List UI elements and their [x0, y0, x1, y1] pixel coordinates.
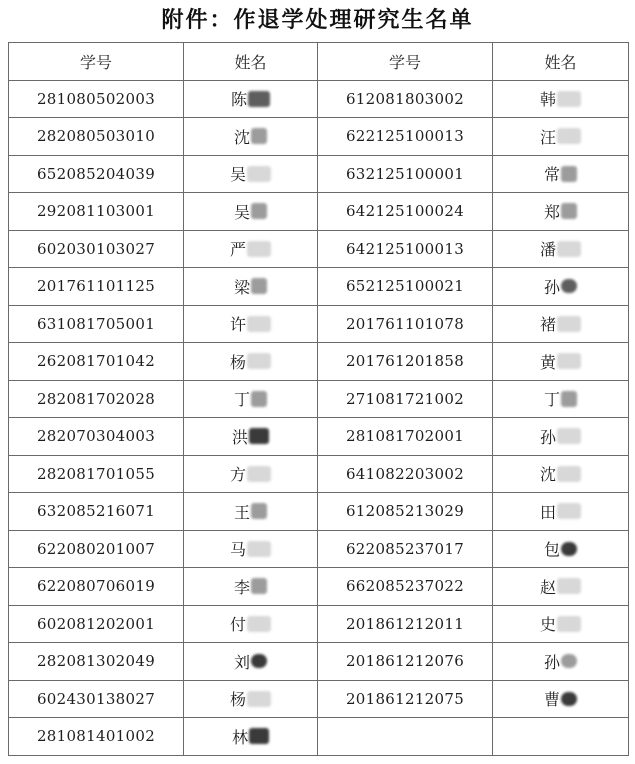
surname: 沈: [539, 465, 556, 485]
surname: 王: [233, 502, 250, 522]
table-row: [9, 80, 629, 118]
student-name: [493, 268, 629, 306]
redaction-mark: [557, 616, 581, 632]
header-name-left: 姓名: [184, 43, 318, 81]
student-id: 262081701042: [9, 343, 184, 381]
surname: 孙: [543, 652, 560, 672]
student-id: 282081302049: [9, 643, 184, 681]
student-id: 282080503010: [9, 118, 184, 156]
surname: 付: [229, 615, 246, 635]
document-title: 附件：作退学处理研究生名单: [161, 8, 474, 33]
surname: 吴: [229, 165, 246, 185]
table-row: [9, 155, 629, 193]
surname: 洪: [231, 427, 248, 447]
student-id: 642125100013: [318, 230, 493, 268]
student-id: 271081721002: [318, 380, 493, 418]
surname: 严: [229, 240, 246, 260]
student-name: [184, 155, 318, 193]
surname: 褚: [539, 315, 556, 335]
redaction-mark: [561, 692, 577, 706]
redaction-mark: [251, 503, 267, 519]
redaction-mark: [557, 128, 581, 144]
student-name: [184, 718, 318, 756]
table-row: [9, 718, 629, 756]
table-row: [9, 230, 629, 268]
student-id: 622125100013: [318, 118, 493, 156]
student-id: 201861212075: [318, 680, 493, 718]
student-id: 602081202001: [9, 605, 184, 643]
student-id: 632125100001: [318, 155, 493, 193]
student-name: [184, 605, 318, 643]
surname: 林: [231, 727, 248, 747]
student-id: 201861212011: [318, 605, 493, 643]
table-row: [9, 268, 629, 306]
student-name: [493, 455, 629, 493]
student-id: 201761201858: [318, 343, 493, 381]
student-name: [184, 268, 318, 306]
student-name: [493, 118, 629, 156]
student-name: [184, 80, 318, 118]
student-id: 622085237017: [318, 530, 493, 568]
table-row: [9, 455, 629, 493]
table-row: [9, 680, 629, 718]
student-name: [493, 680, 629, 718]
student-id: 282081701055: [9, 455, 184, 493]
redaction-mark: [247, 616, 271, 632]
surname: 杨: [229, 690, 246, 710]
surname: 韩: [539, 90, 556, 110]
student-id: 281081401002: [9, 718, 184, 756]
student-name: [493, 380, 629, 418]
surname: 马: [229, 540, 246, 560]
redaction-mark: [561, 279, 577, 293]
surname: 杨: [229, 352, 246, 372]
surname: 丁: [543, 390, 560, 410]
student-name: [184, 118, 318, 156]
student-name: [493, 343, 629, 381]
student-name: [184, 680, 318, 718]
student-id: 641082203002: [318, 455, 493, 493]
surname: 包: [543, 540, 560, 560]
student-id: 201761101125: [9, 268, 184, 306]
student-id: 642125100024: [318, 193, 493, 231]
student-id: 281080502003: [9, 80, 184, 118]
student-name: [493, 80, 629, 118]
student-name: [493, 530, 629, 568]
table-row: [9, 193, 629, 231]
surname: 黄: [539, 352, 556, 372]
redaction-mark: [247, 316, 271, 332]
student-id: 622080706019: [9, 568, 184, 606]
surname: 吴: [233, 202, 250, 222]
student-id: 631081705001: [9, 305, 184, 343]
student-id: 612081803002: [318, 80, 493, 118]
student-name: [184, 643, 318, 681]
redaction-mark: [247, 541, 271, 557]
header-student-id-left: 学号: [9, 43, 184, 81]
redaction-mark: [557, 91, 581, 107]
header-student-id-right: 学号: [318, 43, 493, 81]
table-header: [9, 43, 629, 81]
student-name: [184, 568, 318, 606]
student-name: [184, 343, 318, 381]
surname: 李: [233, 577, 250, 597]
surname: 郑: [543, 202, 560, 222]
surname: 孙: [543, 277, 560, 297]
student-id: 281081702001: [318, 418, 493, 456]
student-name: [184, 230, 318, 268]
redaction-mark: [561, 391, 577, 407]
student-id: 662085237022: [318, 568, 493, 606]
surname: 孙: [539, 427, 556, 447]
table-row: [9, 568, 629, 606]
student-name: [493, 568, 629, 606]
redaction-mark: [557, 428, 581, 444]
redaction-mark: [251, 654, 267, 668]
empty-cell: [318, 718, 493, 756]
table-row: [9, 418, 629, 456]
surname: 沈: [233, 127, 250, 147]
student-name: [493, 418, 629, 456]
student-name: [493, 605, 629, 643]
header-row: [9, 43, 629, 81]
redaction-mark: [247, 353, 271, 369]
student-name: [184, 418, 318, 456]
surname: 刘: [233, 652, 250, 672]
student-id: 652085204039: [9, 155, 184, 193]
table-row: [9, 643, 629, 681]
student-name: [493, 305, 629, 343]
student-id: 632085216071: [9, 493, 184, 531]
surname: 丁: [233, 390, 250, 410]
student-name: [184, 380, 318, 418]
student-name: [493, 193, 629, 231]
surname: 潘: [539, 240, 556, 260]
redaction-mark: [557, 578, 581, 594]
surname: 方: [229, 465, 246, 485]
student-name: [493, 493, 629, 531]
surname: 曹: [543, 690, 560, 710]
table-row: [9, 118, 629, 156]
student-id: 602430138027: [9, 680, 184, 718]
surname: 常: [543, 165, 560, 185]
redaction-mark: [251, 391, 267, 407]
student-name: [184, 493, 318, 531]
surname: 汪: [539, 127, 556, 147]
student-name: [493, 230, 629, 268]
student-id: 652125100021: [318, 268, 493, 306]
table-row: [9, 343, 629, 381]
redaction-mark: [561, 166, 577, 182]
redaction-mark: [561, 542, 577, 556]
student-name: [184, 530, 318, 568]
redaction-mark: [557, 241, 581, 257]
redaction-mark: [248, 91, 270, 107]
student-id: 282081702028: [9, 380, 184, 418]
student-id: 201761101078: [318, 305, 493, 343]
student-name: [184, 305, 318, 343]
redaction-mark: [557, 353, 581, 369]
student-id: 612085213029: [318, 493, 493, 531]
student-roster-table: [8, 42, 629, 756]
student-name: [184, 193, 318, 231]
surname: 史: [539, 615, 556, 635]
table-row: [9, 530, 629, 568]
student-id: 602030103027: [9, 230, 184, 268]
redaction-mark: [557, 466, 581, 482]
student-name: [493, 643, 629, 681]
surname: 梁: [233, 277, 250, 297]
redaction-mark: [247, 241, 271, 257]
table-body: [9, 80, 629, 755]
redaction-mark: [557, 503, 581, 519]
redaction-mark: [249, 728, 269, 744]
redaction-mark: [561, 203, 577, 219]
surname: 田: [539, 502, 556, 522]
empty-cell: [493, 718, 629, 756]
student-id: 292081103001: [9, 193, 184, 231]
table-row: [9, 605, 629, 643]
redaction-mark: [557, 316, 581, 332]
surname: 陈: [230, 90, 247, 110]
table-row: [9, 380, 629, 418]
redaction-mark: [251, 578, 267, 594]
table-row: [9, 493, 629, 531]
student-name: [184, 455, 318, 493]
student-name: [493, 155, 629, 193]
student-id: 201861212076: [318, 643, 493, 681]
redaction-mark: [249, 428, 269, 444]
redaction-mark: [247, 691, 271, 707]
student-id: 282070304003: [9, 418, 184, 456]
surname: 赵: [539, 577, 556, 597]
redaction-mark: [251, 203, 267, 219]
redaction-mark: [247, 166, 271, 182]
student-id: 622080201007: [9, 530, 184, 568]
redaction-mark: [251, 128, 267, 144]
redaction-mark: [251, 278, 267, 294]
header-name-right: 姓名: [493, 43, 629, 81]
table-row: [9, 305, 629, 343]
redaction-mark: [247, 466, 271, 482]
surname: 许: [229, 315, 246, 335]
redaction-mark: [561, 654, 577, 668]
